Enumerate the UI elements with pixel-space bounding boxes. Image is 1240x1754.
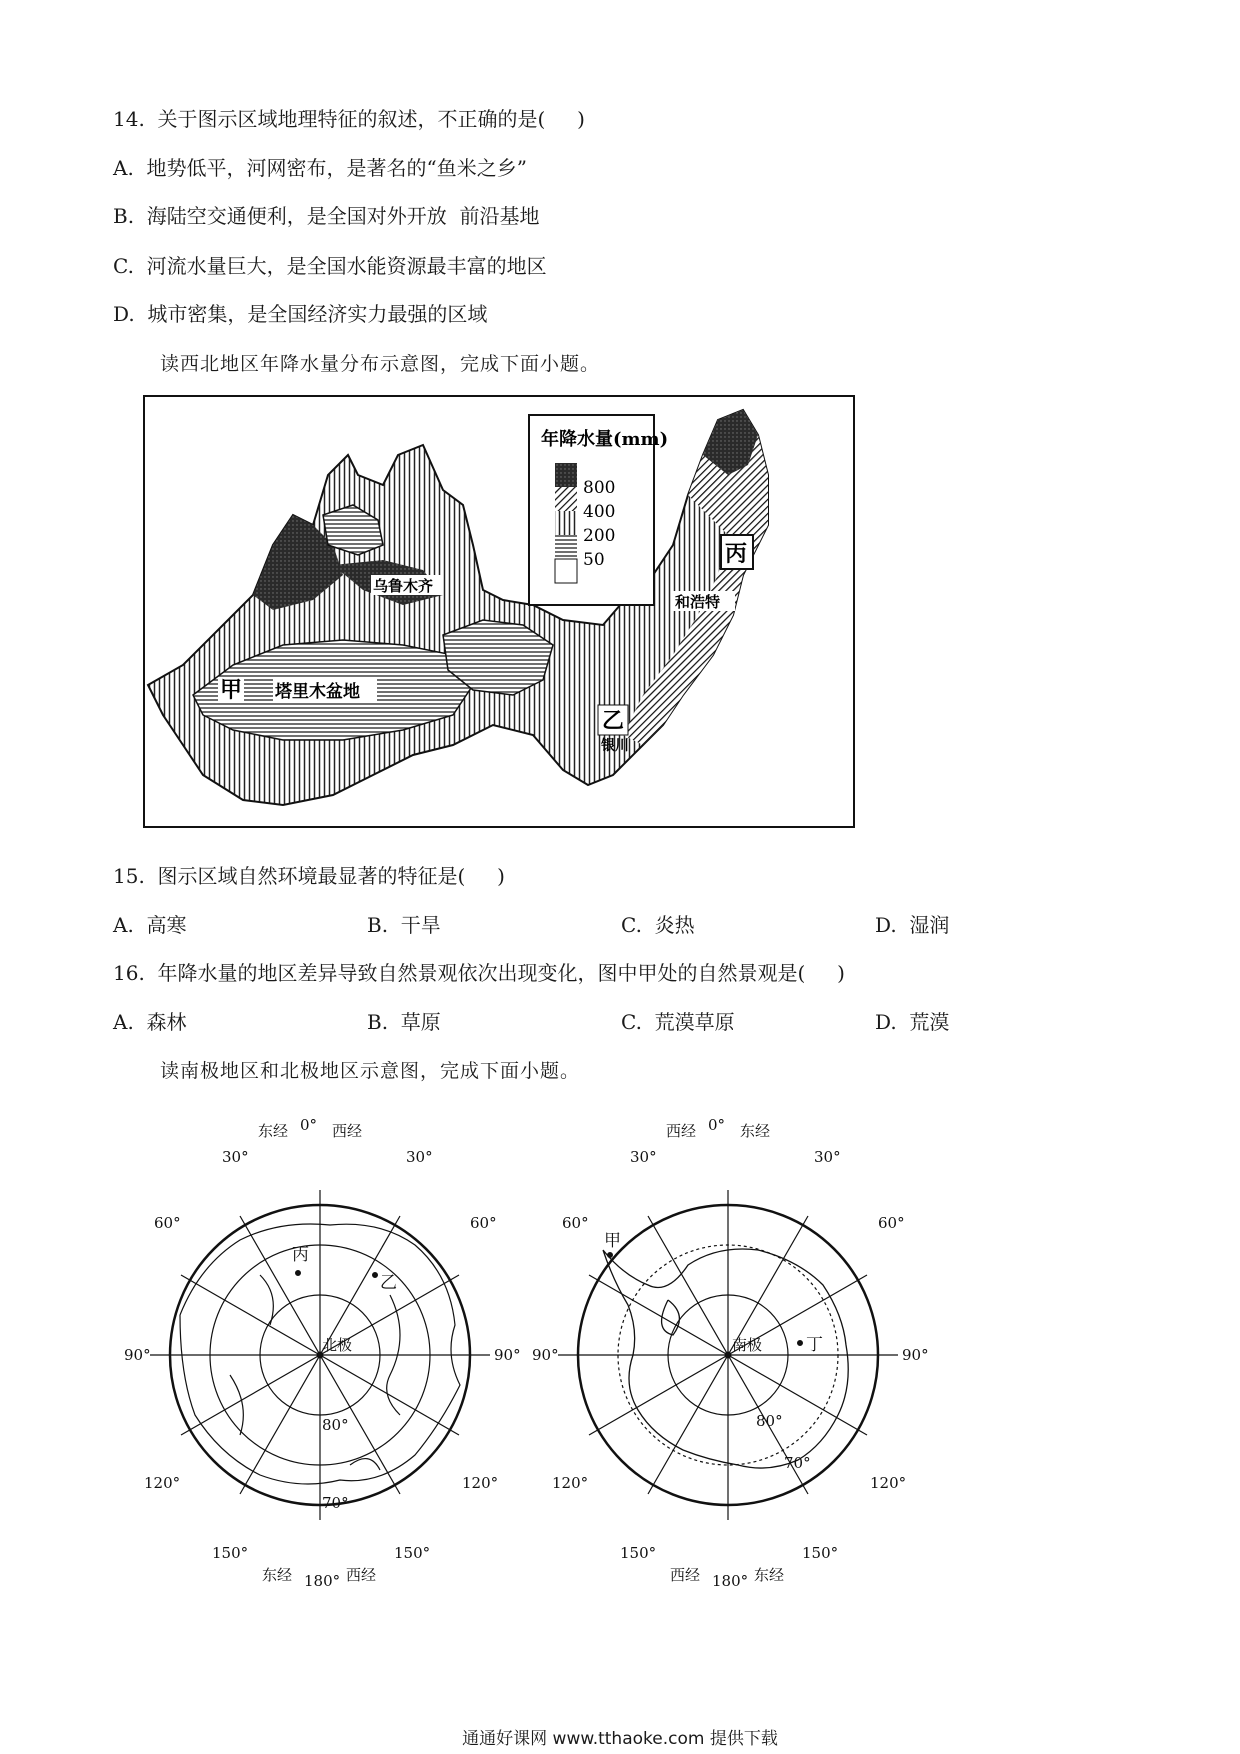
antarctic-top-zero: 0° [708,1116,726,1134]
legend-800: 800 [583,478,616,498]
intro-northwest-map: 读西北地区年降水量分布示意图，完成下面小题。 [160,353,601,375]
arctic-deg-120-right: 120° [462,1474,499,1492]
intro-polar-maps: 读南极地区和北极地区示意图，完成下面小题。 [160,1060,581,1082]
antarctic-deg-120-right: 120° [870,1474,907,1492]
label-tarim-basin: 塔里木盆地 [275,682,360,702]
legend-50: 50 [583,550,605,570]
antarctic-deg-150-right: 150° [802,1544,839,1562]
precipitation-legend [529,415,668,605]
antarctic-deg-60-right: 60° [878,1214,905,1232]
arctic-top-east: 东经 [258,1122,289,1140]
arctic-label-yi: 乙 [380,1273,397,1293]
q14-stem: 14. 关于图示区域地理特征的叙述，不正确的是( ) [113,107,585,131]
arctic-deg-30-right: 30° [406,1148,433,1166]
q16-option-d: D. 荒漠 [875,1010,950,1034]
antarctic-bottom-east: 东经 [754,1566,785,1584]
arctic-center-label: 北极 [322,1336,353,1354]
antarctic-deg-30-right: 30° [814,1148,841,1166]
antarctic-deg-90-right: 90° [902,1346,929,1364]
arctic-lat-70: 70° [322,1494,349,1512]
arctic-bottom-180: 180° [304,1572,341,1590]
arctic-lat-80: 80° [322,1416,349,1434]
antarctic-bottom-west: 西经 [670,1566,701,1584]
q16-option-b: B. 草原 [367,1010,441,1034]
arctic-bottom-west: 西经 [346,1566,377,1584]
arctic-bottom-east: 东经 [262,1566,293,1584]
antarctic-map [518,1110,938,1594]
antarctic-lat-70: 70° [784,1454,811,1472]
q14-option-b: B. 海陆空交通便利，是全国对外开放 前沿基地 [113,204,540,228]
q16-option-a: A. 森林 [113,1010,187,1034]
antarctic-top-west: 西经 [666,1122,697,1140]
antarctic-deg-90-left: 90° [532,1346,559,1364]
antarctic-center-label: 南极 [732,1336,763,1354]
arctic-map [110,1110,530,1594]
q14-option-c: C. 河流水量巨大，是全国水能资源最丰富的地区 [113,254,547,278]
antarctic-deg-30-left: 30° [630,1148,657,1166]
legend-400: 400 [583,502,616,522]
arctic-deg-120-left: 120° [144,1474,181,1492]
arctic-deg-30-left: 30° [222,1148,249,1166]
legend-title: 年降水量(mm) [541,429,669,450]
q15-option-a: A. 高寒 [113,913,187,937]
arctic-deg-150-left: 150° [212,1544,249,1562]
antarctic-label-jia: 甲 [604,1231,621,1251]
arctic-top-zero: 0° [300,1116,318,1134]
q15-option-b: B. 干旱 [367,913,441,937]
arctic-deg-90-left: 90° [124,1346,151,1364]
q16-option-c: C. 荒漠草原 [621,1010,735,1034]
antarctic-deg-150-left: 150° [620,1544,657,1562]
label-urumqi: 乌鲁木齐 [373,577,434,595]
arctic-label-bing: 丙 [292,1245,309,1265]
q15-stem: 15. 图示区域自然环境最显著的特征是( ) [113,864,505,888]
antarctic-deg-120-left: 120° [552,1474,589,1492]
arctic-deg-60-left: 60° [154,1214,181,1232]
q16-stem: 16. 年降水量的地区差异导致自然景观依次出现变化，图中甲处的自然景观是( ) [113,961,845,985]
label-yi: 乙 [602,708,625,734]
antarctic-deg-60-left: 60° [562,1214,589,1232]
antarctic-bottom-180: 180° [712,1572,749,1590]
arctic-deg-90-right: 90° [494,1346,521,1364]
label-hohhot: 和浩特 [675,593,721,611]
antarctic-label-ding: 丁 [806,1335,823,1355]
antarctic-top-east: 东经 [740,1122,771,1140]
label-yinchuan: 银川 [601,738,629,754]
q15-option-d: D. 湿润 [875,913,950,937]
q14-option-d: D. 城市密集，是全国经济实力最强的区域 [113,302,488,326]
label-jia: 甲 [220,677,243,703]
arctic-top-west: 西经 [332,1122,363,1140]
q15-option-c: C. 炎热 [621,913,695,937]
label-bing: 丙 [725,541,748,567]
q14-option-a: A. 地势低平，河网密布，是著名的“鱼米之乡” [113,156,527,180]
arctic-deg-60-right: 60° [470,1214,497,1232]
legend-200: 200 [583,526,616,546]
antarctic-lat-80: 80° [756,1412,783,1430]
northwest-precipitation-map [143,395,855,828]
page-footer: 通通好课网 www.tthaoke.com 提供下载 [462,1729,778,1749]
arctic-deg-150-right: 150° [394,1544,431,1562]
